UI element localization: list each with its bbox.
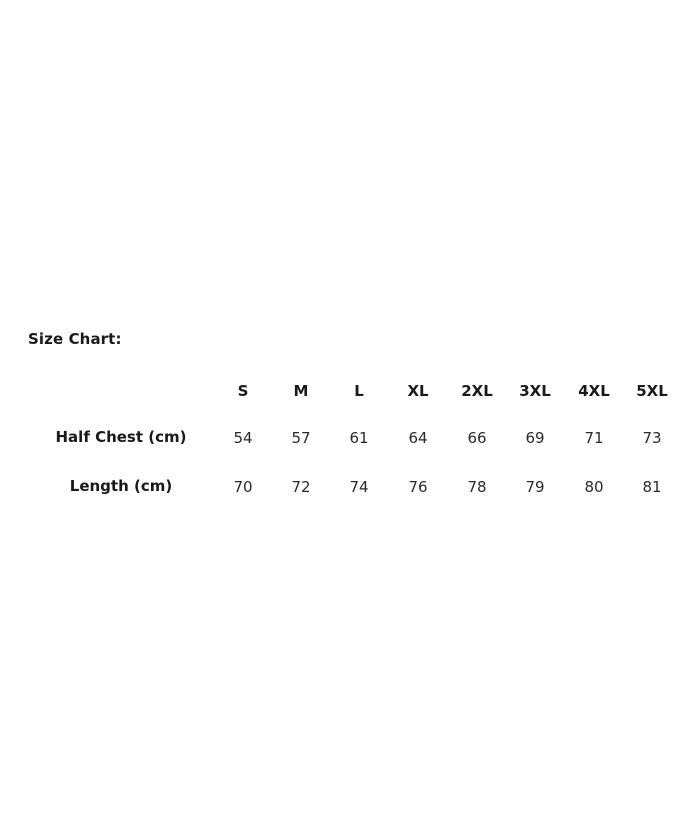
size-header-4xl: 4XL <box>578 382 610 400</box>
table-cell: 70 <box>233 478 253 496</box>
table-cell: 57 <box>291 429 311 447</box>
size-header-xl: XL <box>407 382 429 400</box>
table-cell: 74 <box>349 478 369 496</box>
size-chart-title: Size Chart: <box>28 330 122 348</box>
size-header-l: L <box>354 382 364 400</box>
table-cell: 81 <box>642 478 662 496</box>
table-cell: 79 <box>525 478 545 496</box>
table-cell: 80 <box>584 478 604 496</box>
table-cell: 73 <box>642 429 662 447</box>
size-header-s: S <box>237 382 249 400</box>
table-cell: 76 <box>408 478 428 496</box>
table-cell: 78 <box>467 478 487 496</box>
table-cell: 72 <box>291 478 311 496</box>
table-cell: 64 <box>408 429 428 447</box>
table-cell: 66 <box>467 429 487 447</box>
table-cell: 69 <box>525 429 545 447</box>
row-label-length: Length (cm) <box>69 477 173 495</box>
row-label-half-chest: Half Chest (cm) <box>55 428 187 446</box>
size-header-m: M <box>293 382 309 400</box>
table-cell: 71 <box>584 429 604 447</box>
size-header-3xl: 3XL <box>519 382 551 400</box>
table-cell: 61 <box>349 429 369 447</box>
size-header-2xl: 2XL <box>461 382 493 400</box>
table-cell: 54 <box>233 429 253 447</box>
size-header-5xl: 5XL <box>636 382 668 400</box>
